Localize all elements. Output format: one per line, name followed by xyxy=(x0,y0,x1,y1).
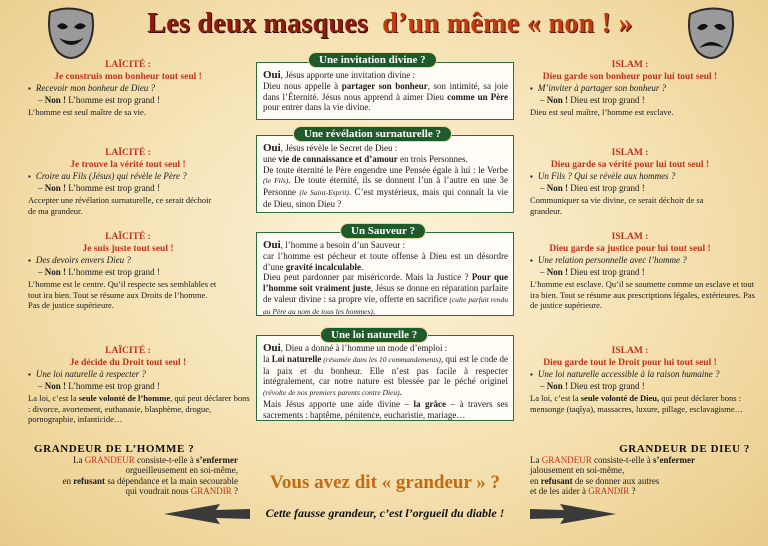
gt-red: GRANDEUR xyxy=(84,454,135,465)
block-heading: LAÏCITÉ : xyxy=(105,346,151,356)
answer: – Non ! L’homme est trop grand ! xyxy=(38,380,160,391)
islam-block-4 xyxy=(530,346,756,414)
tragedy-mask-icon xyxy=(684,6,738,62)
question-text: Une loi naturelle accessible à la raison humaine ? xyxy=(537,369,720,379)
answer-rest: Dieu est trop grand ! xyxy=(568,94,645,105)
oui-word: Oui xyxy=(263,142,281,154)
question-text: Un Fils ? Qui se révèle aux hommes ? xyxy=(537,171,676,181)
box-text: car l’homme est pécheur et toute offense à Dieu est un désordre d’une xyxy=(263,250,508,272)
question-text: Des devoirs envers Dieu ? xyxy=(35,255,131,265)
answer: – Non ! Dieu est trop grand ! xyxy=(540,380,645,391)
box-text: De toute éternité le Père engendre une Pensée égale à lui : le Verbe xyxy=(263,164,508,175)
answer-rest: L’homme est trop grand ! xyxy=(66,182,160,193)
question xyxy=(530,255,756,267)
question xyxy=(530,171,756,183)
laicite-block-4 xyxy=(28,346,250,425)
box-small: (le Fils) xyxy=(263,176,289,186)
note-bold: seule volonté de l’homme xyxy=(78,393,171,403)
answer-rest: Dieu est trop grand ! xyxy=(568,266,645,277)
note xyxy=(530,393,756,414)
note-part: La loi, c’est la xyxy=(530,393,581,403)
answer-rest: Dieu est trop grand ! xyxy=(568,182,645,193)
bullet-icon: ▪ xyxy=(530,256,533,265)
box-text: . xyxy=(399,387,402,398)
note: L’homme est seul maître de sa vie. xyxy=(28,107,146,117)
box-text: Mais Jésus apporte une aide divine – xyxy=(263,398,414,409)
gt: La xyxy=(73,454,85,465)
bullet-icon: ▪ xyxy=(530,370,533,379)
box-text: la xyxy=(263,353,272,364)
note: Accepter une révélation surnaturelle, ce serait déchoir de ma grandeur. xyxy=(28,195,212,216)
block-subheading: Dieu garde sa justice pour lui tout seul ! xyxy=(549,243,711,254)
box-text: , son intimité, sa joie dans l’Éternité. Jésus nous apprend à aimer Dieu xyxy=(263,80,508,102)
bullet-icon: ▪ xyxy=(28,84,31,93)
answer: – Non ! Dieu est trop grand ! xyxy=(540,266,645,277)
gt: en xyxy=(530,475,541,486)
box-bold: Pour que l’homme soit vraiment juste xyxy=(263,272,508,294)
answer-no: Non ! xyxy=(546,94,569,105)
box-bold: vie de connaissance et d’amour xyxy=(278,153,398,164)
box-text: , Dieu a donné à l’homme un mode d’emploi : xyxy=(280,343,448,353)
title-part2: d’un même « non ! » xyxy=(382,8,633,39)
note: Dieu est seul maître, l’homme est esclave. xyxy=(530,107,674,117)
grandeur-heading: GRANDEUR DE DIEU ? xyxy=(619,443,750,455)
gt: consiste-t-elle à xyxy=(591,454,653,465)
question xyxy=(28,171,250,183)
answer-rest: Dieu est trop grand ! xyxy=(568,380,645,391)
sauveur-box xyxy=(256,232,514,316)
box-text: une xyxy=(263,153,279,164)
box-text: , Jésus apporte une invitation divine : xyxy=(280,70,415,80)
block-subheading: Je construis mon bonheur tout seul ! xyxy=(54,71,202,82)
gt-red: GRANDIR xyxy=(588,486,630,496)
gt-bold: s’enfermer xyxy=(653,454,695,465)
answer: – Non ! Dieu est trop grand ! xyxy=(540,182,645,193)
answer-no: Non ! xyxy=(546,266,569,277)
gt: et de les aider à xyxy=(530,486,589,496)
answer-no: Non ! xyxy=(44,266,67,277)
grandeur-homme xyxy=(34,444,244,497)
question xyxy=(28,369,250,381)
grandeur-text xyxy=(34,455,244,497)
note xyxy=(28,393,250,425)
box-bold: gravité incalculable xyxy=(285,261,361,272)
poster-title xyxy=(110,8,670,40)
answer: – Non ! Dieu est trop grand ! xyxy=(540,94,645,105)
box-text: – à travers ses sacrements : baptême, pénitence, eucharistie, mariage… xyxy=(263,398,509,420)
laicite-block-3 xyxy=(28,232,250,311)
block-subheading: Je décide du Droit tout seul ! xyxy=(69,357,187,368)
block-heading: LAÏCITÉ : xyxy=(105,232,151,242)
comedy-mask-icon xyxy=(44,6,98,62)
answer-no: Non ! xyxy=(44,94,67,105)
box-small: (culte parfait rendu au Père au nom de tous les hommes) xyxy=(263,294,508,316)
block-heading: LAÏCITÉ : xyxy=(105,60,151,70)
box-bold: partager son bonheur xyxy=(341,80,428,91)
answer-rest: L’homme est trop grand ! xyxy=(66,380,160,391)
answer: – Non ! L’homme est trop grand ! xyxy=(38,266,160,277)
answer: – Non ! L’homme est trop grand ! xyxy=(38,94,160,105)
question xyxy=(530,83,756,95)
laicite-block-2 xyxy=(28,148,250,216)
box-bold: Loi naturelle xyxy=(271,353,322,364)
orgueil-conclusion: Cette fausse grandeur, c’est l’orgueil du diable ! xyxy=(265,506,505,520)
grandeur-heading: GRANDEUR DE L’HOMME ? xyxy=(34,443,195,455)
box-text: Dieu nous appelle à xyxy=(263,80,342,91)
box-text: Dieu peut pardonner par miséricorde. Mais la Justice ? xyxy=(263,272,472,283)
answer: – Non ! L’homme est trop grand ! xyxy=(38,182,160,193)
note: Communiquer sa vie divine, ce serait déchoir de sa grandeur. xyxy=(530,195,704,216)
block-heading: ISLAM : xyxy=(611,232,649,242)
answer-no: Non ! xyxy=(44,380,67,391)
answer-rest: L’homme est trop grand ! xyxy=(66,266,160,277)
answer-no: Non ! xyxy=(546,380,569,391)
box-small: (révolte de nos premiers parents contre Dieu) xyxy=(263,388,400,398)
gt: en xyxy=(62,475,74,486)
question-text: Recevoir mon bonheur de Dieu ? xyxy=(35,83,156,93)
box-small: (le Saint-Esprit) xyxy=(299,188,349,198)
revelation-box xyxy=(256,135,514,213)
gt: jalousement en soi-même, xyxy=(530,465,625,475)
block-subheading: Dieu garde tout le Droit pour lui tout seul ! xyxy=(543,357,717,368)
block-heading: LAÏCITÉ : xyxy=(105,148,151,158)
note-part: qui peut déclarer bons : mensonge (taqîya), massacres, luxure, pillage, esclavagisme… xyxy=(530,393,744,414)
laicite-block-1 xyxy=(28,60,250,118)
note: L’homme est le centre. Qu’il respecte ses semblables et tout ira bien. Tout se résume aux Droits de l’homme. Pas de justice supérieure. xyxy=(28,279,217,310)
oui-word: Oui xyxy=(263,69,281,81)
gt: ? xyxy=(629,486,636,496)
box-bold: la grâce xyxy=(413,398,447,409)
gt-bold: refusant xyxy=(73,475,106,486)
gt: sa dépendance et la main secourable xyxy=(105,475,238,486)
bullet-icon: ▪ xyxy=(530,172,533,181)
bullet-icon: ▪ xyxy=(530,84,533,93)
islam-block-2 xyxy=(530,148,756,216)
block-heading: ISLAM : xyxy=(611,148,649,158)
loi-naturelle-box xyxy=(256,335,514,421)
gt-bold: refusant xyxy=(540,475,573,486)
islam-block-1 xyxy=(530,60,756,118)
answer-rest: L’homme est trop grand ! xyxy=(66,94,160,105)
bullet-icon: ▪ xyxy=(28,370,31,379)
box-text: . De toute éternité, ils se donnent l’un à l’autre en une 3e Personne xyxy=(263,175,509,198)
gt: qui voudrait nous xyxy=(125,486,191,496)
question xyxy=(530,369,756,381)
box-text: . xyxy=(361,261,364,272)
question xyxy=(28,255,250,267)
box-text: , l’homme a besoin d’un Sauveur : xyxy=(280,240,405,250)
grandeur-dieu xyxy=(530,444,750,497)
oui-word: Oui xyxy=(263,342,281,354)
block-subheading: Je suis juste tout seul ! xyxy=(82,243,174,254)
box-bold: comme un Père xyxy=(447,91,508,102)
box-text: pour entrer dans la vie divine. xyxy=(263,102,371,113)
gt: consiste-t-elle à xyxy=(134,454,197,465)
bullet-icon: ▪ xyxy=(28,172,31,181)
question xyxy=(28,83,250,95)
oui-word: Oui xyxy=(263,239,281,251)
block-subheading: Dieu garde sa vérité pour lui tout seul ! xyxy=(550,159,710,170)
gt: ? xyxy=(231,486,238,496)
gt: de se donner aux autres xyxy=(572,475,660,486)
question-text: M’inviter à partager son bonheur ? xyxy=(537,83,667,93)
note-part: La loi, c’est la xyxy=(28,393,79,403)
question-text: Croire au Fils (Jésus) qui révèle le Père ? xyxy=(35,171,187,181)
block-subheading: Je trouve la vérité tout seul ! xyxy=(70,159,186,170)
invitation-box xyxy=(256,62,514,120)
box-text: . C’est mystérieux, mais qui connaît la vie de Dieu, sinon Dieu ? xyxy=(263,187,508,209)
grandeur-text xyxy=(530,455,750,497)
gt: orgueilleusement en soi-même, xyxy=(125,465,238,475)
question-text: Une relation personnelle avec l’homme ? xyxy=(537,255,687,265)
label-invitation: Une invitation divine ? xyxy=(308,52,437,68)
label-sauveur: Un Sauveur ? xyxy=(340,223,426,239)
question-text: Une loi naturelle à respecter ? xyxy=(35,369,146,379)
label-revelation: Une révélation surnaturelle ? xyxy=(293,126,452,142)
vous-avez-dit-heading: Vous avez dit « grandeur » ? xyxy=(269,472,501,493)
label-loi-naturelle: Une loi naturelle ? xyxy=(320,327,428,343)
box-text: . xyxy=(372,305,376,316)
block-subheading: Dieu garde son bonheur pour lui tout seul ! xyxy=(542,71,718,82)
note: L’homme est esclave. Qu’il se soumette comme un esclave et tout ira bien. Tout se résume aux prescriptions légales, extérieures. Pas de justice supérieure. xyxy=(530,279,755,310)
bullet-icon: ▪ xyxy=(28,256,31,265)
islam-block-3 xyxy=(530,232,756,311)
note-bold: seule volonté de Dieu, xyxy=(580,393,660,403)
gt-bold: s’enfermer xyxy=(196,454,238,465)
box-text: en trois Personnes. xyxy=(397,153,468,164)
gt: La xyxy=(530,454,542,465)
gt-red: GRANDIR xyxy=(190,486,232,496)
note-part: , qui peut déclarer bons : divorce, avortement, euthanasie, blasphème, drogue, pornographie, infanticide… xyxy=(28,393,250,424)
answer-no: Non ! xyxy=(44,182,67,193)
block-heading: ISLAM : xyxy=(611,60,649,70)
box-text: , Jésus révèle le Secret de Dieu : xyxy=(280,143,398,153)
block-heading: ISLAM : xyxy=(611,346,649,356)
box-text: , Jésus se donne en réparation parfaite de valeur divine : sa propre vie, offerte en sacrifice xyxy=(263,283,508,304)
gt-red: GRANDEUR xyxy=(541,454,592,465)
box-text: , qui est le code de la paix et du bonheur. Elle n’est pas facile à respecter intégralement, car notre nature est blessée par le péché originel xyxy=(263,353,508,387)
title-part1: Les deux masques xyxy=(147,8,369,39)
answer-no: Non ! xyxy=(546,182,569,193)
box-small: (résumée dans les 10 commandements) xyxy=(321,354,441,364)
